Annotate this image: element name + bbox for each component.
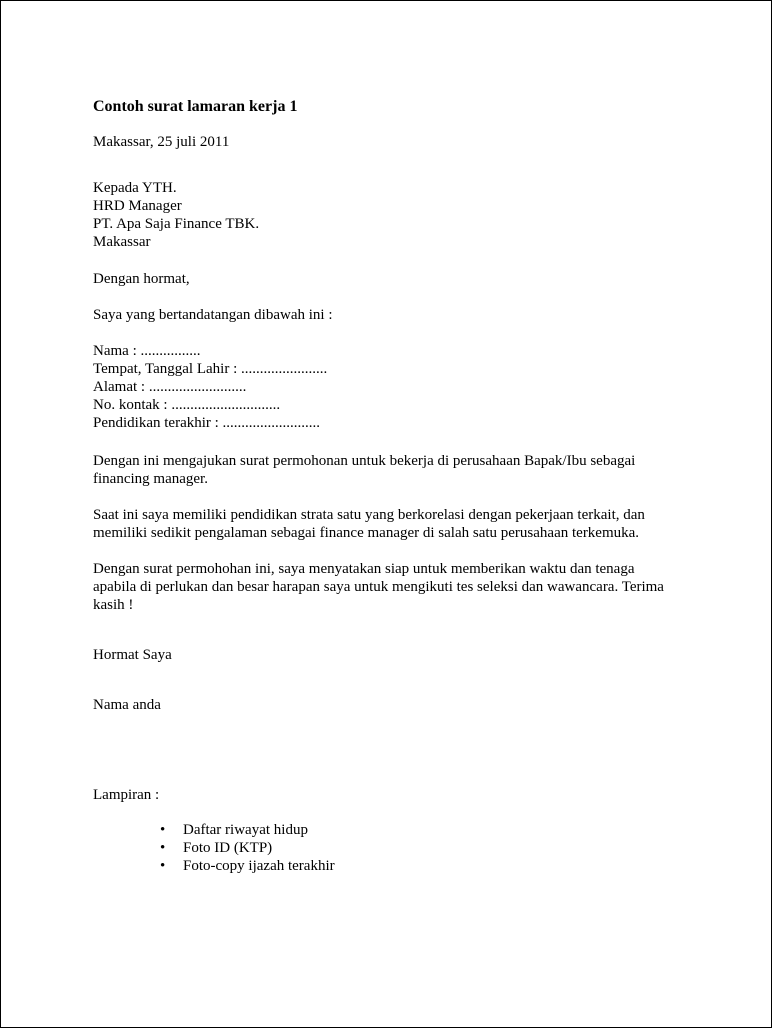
paragraph-line: kasih !	[93, 597, 134, 613]
field-kontak: No. kontak : .............................	[93, 397, 281, 413]
paragraph-qualification	[93, 506, 693, 542]
recipient-line: Makassar	[93, 234, 151, 250]
personal-fields	[93, 342, 693, 432]
recipient-line: HRD Manager	[93, 198, 182, 214]
bullet-icon: •	[160, 858, 166, 874]
paragraph-line: Dengan ini mengajukan surat permohonan untuk bekerja di perusahaan Bapak/Ibu sebagai	[93, 453, 636, 469]
attachments-label: Lampiran :	[93, 787, 160, 803]
field-pendidikan: Pendidikan terakhir : ..........................	[93, 415, 321, 431]
greeting: Dengan hormat,	[93, 271, 190, 287]
paragraph-line: apabila di perlukan dan besar harapan saya untuk mengikuti tes seleksi dan wawancara. Terima	[93, 579, 664, 595]
letter-title: Contoh surat lamaran kerja 1	[93, 98, 298, 115]
list-item	[160, 857, 693, 875]
list-item-label: Daftar riwayat hidup	[183, 822, 308, 838]
field-ttl: Tempat, Tanggal Lahir : .......................	[93, 361, 328, 377]
bullet-icon: •	[160, 822, 166, 838]
list-item	[160, 821, 693, 839]
paragraph-line: financing manager.	[93, 471, 208, 487]
paragraph-closing-statement	[93, 560, 693, 614]
field-nama: Nama : ................	[93, 343, 201, 359]
field-alamat: Alamat : ..........................	[93, 379, 247, 395]
letter-content	[93, 97, 693, 875]
recipient-line: Kepada YTH.	[93, 180, 177, 196]
closing-salutation: Hormat Saya	[93, 647, 172, 663]
list-item-label: Foto-copy ijazah terakhir	[183, 858, 335, 874]
list-item-label: Foto ID (KTP)	[183, 840, 273, 856]
recipient-line: PT. Apa Saja Finance TBK.	[93, 216, 260, 232]
paragraph-line: Saat ini saya memiliki pendidikan strata satu yang berkorelasi dengan pekerjaan terkait, dan	[93, 507, 645, 523]
paragraph-application	[93, 452, 693, 488]
letter-date: Makassar, 25 juli 2011	[93, 134, 230, 150]
list-item	[160, 839, 693, 857]
recipient-block	[93, 179, 693, 251]
paragraph-line: Dengan surat permohohan ini, saya menyatakan siap untuk memberikan waktu dan tenaga	[93, 561, 635, 577]
paragraph-line: memiliki sedikit pengalaman sebagai finance manager di salah satu perusahaan terkemuka.	[93, 525, 640, 541]
attachments-list	[93, 821, 693, 875]
signature-name: Nama anda	[93, 697, 161, 713]
bullet-icon: •	[160, 840, 166, 856]
intro-line: Saya yang bertandatangan dibawah ini :	[93, 307, 333, 323]
